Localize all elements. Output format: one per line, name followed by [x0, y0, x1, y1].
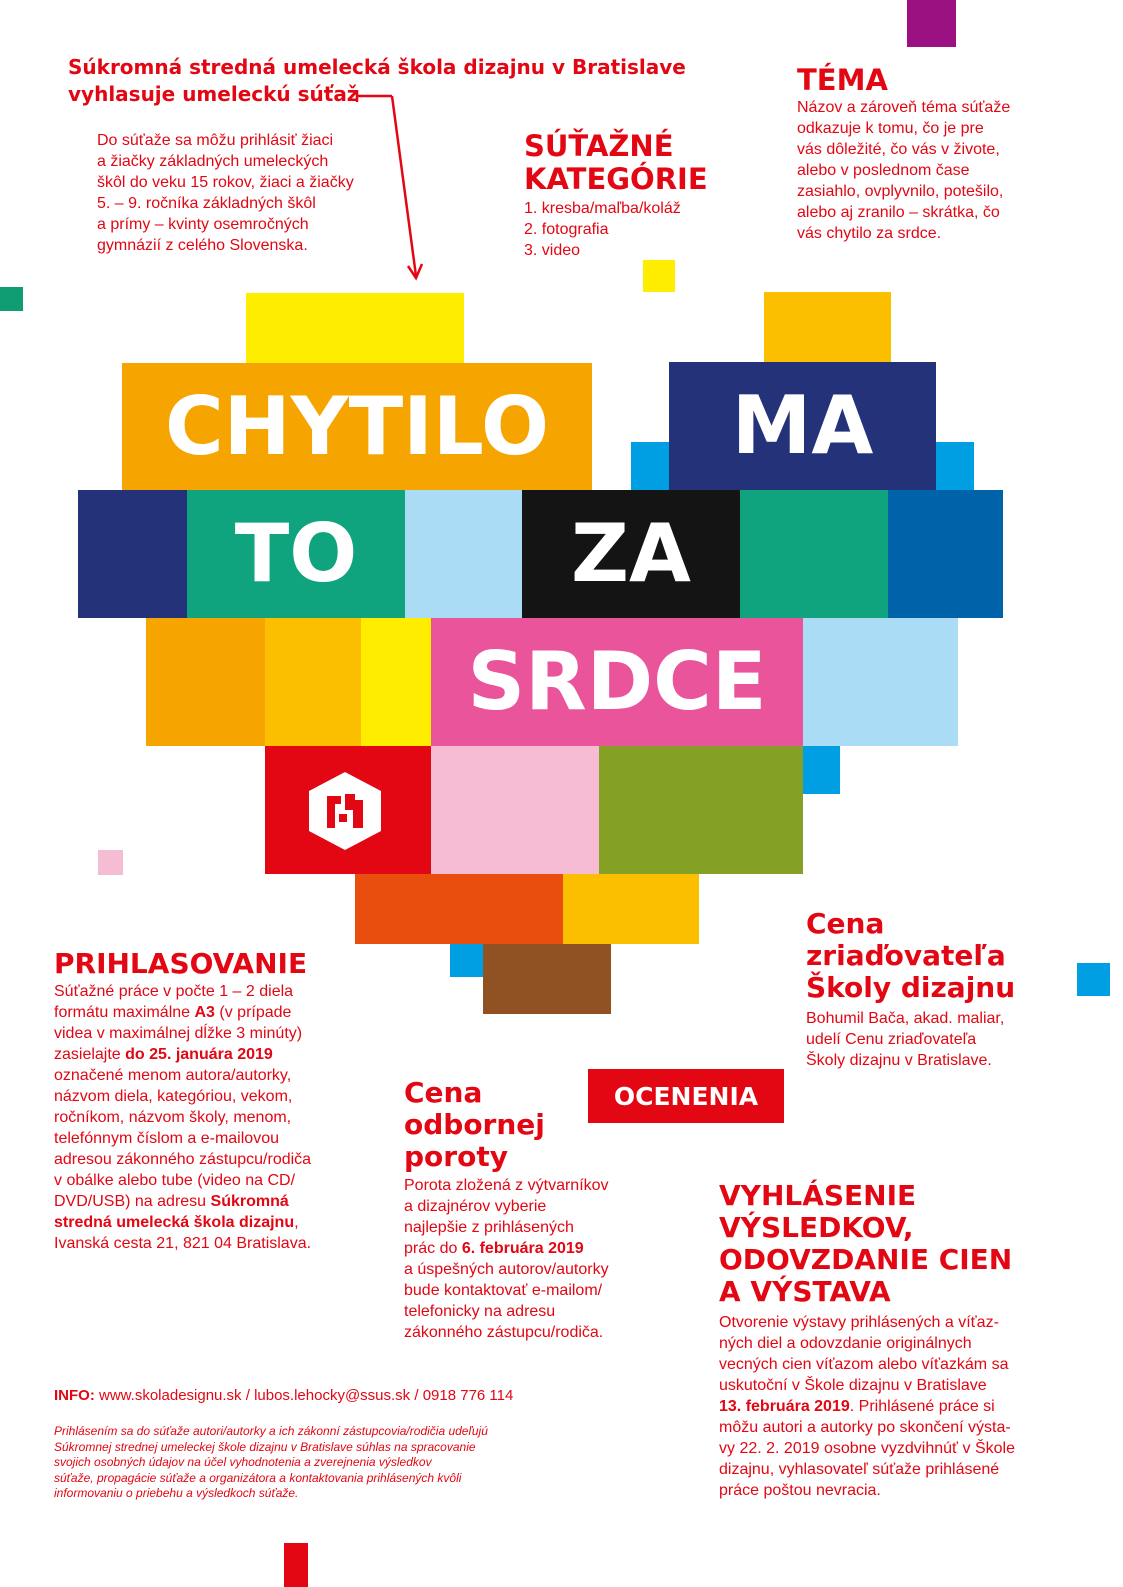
heart-block-cyan-right [936, 442, 974, 490]
cena-zriadovatela-section [806, 908, 1106, 1071]
tema-line: vás dôležité, čo vás v živote, [797, 141, 1000, 158]
cena-poroty-line: najlepšie z prihlásených [404, 1219, 574, 1236]
intro-line: 5. – 9. ročníka základných škôl [97, 195, 316, 212]
vyhlasenie-line: vy 22. 2. 2019 osobne vyzdvihnúť v Škole [719, 1440, 1015, 1457]
cena-poroty-line: telefonicky na adresu [404, 1303, 556, 1320]
heart-block-gold-bottom [563, 874, 699, 944]
event-date: 13. februára 2019 [719, 1398, 850, 1415]
prihlasovanie-line: adresou zákonného zástupcu/rodiča [54, 1151, 312, 1168]
vyhlasenie-section [719, 1180, 1099, 1501]
prihlasovanie-section [54, 947, 394, 1254]
intro-line: Do súťaže sa môžu prihlásiť žiaci [97, 132, 334, 149]
disclaimer-line: súťaže, propagácie súťaže a organizátora a kontaktovania prihlásených kvôli [54, 1470, 462, 1485]
prihlasovanie-text [54, 981, 394, 1254]
cena-zriadovatela-title-line: zriaďovateľa [806, 939, 1006, 972]
heart-block-olive [599, 746, 803, 874]
cena-poroty-line: a dizajnérov vyberie [404, 1198, 547, 1215]
vyhlasenie-title-line: ODOVZDANIE CIEN [719, 1243, 1013, 1276]
cena-zriadovatela-line: udelí Cenu zriaďovateľa [806, 1031, 977, 1048]
vyhlasenie-title [719, 1180, 1099, 1308]
school-logo-icon [305, 770, 385, 852]
cena-poroty-line: Porota zložená z výtvarníkov [404, 1177, 609, 1194]
categories-section [524, 130, 764, 261]
heart-word-srdce: SRDCE [431, 618, 803, 746]
categories-list [524, 198, 764, 261]
vyhlasenie-line: môžu autori a autorky po skončení výsta- [719, 1419, 1011, 1436]
tema-line: alebo v poslednom čase [797, 162, 970, 179]
text-span: (v prípade [214, 1004, 292, 1021]
cena-zriadovatela-title-line: Školy dizajnu [806, 971, 1016, 1004]
intro-line: gymnázií z celého Slovenska. [97, 237, 308, 254]
prihlasovanie-line: videa v maximálnej dĺžke 3 minúty) [54, 1025, 303, 1042]
tema-line: vás chytilo za srdce. [797, 225, 942, 242]
cena-poroty-text [404, 1175, 674, 1343]
deco-square-pink [98, 850, 123, 875]
heart-block-cyan-bottom [450, 944, 483, 977]
vyhlasenie-line: uskutoční v Škole dizajnu v Bratislave [719, 1377, 987, 1394]
prihlasovanie-line [54, 1044, 394, 1065]
cena-poroty-title [404, 1077, 674, 1173]
disclaimer-line: svojich osobných údajov na účel vyhodnotenia a zverejnenia výsledkov [54, 1455, 432, 1469]
text-span: zasielajte [54, 1046, 126, 1063]
text-span: , [294, 1214, 299, 1231]
vyhlasenie-line: ných diel a odovzdanie originálnych [719, 1335, 972, 1352]
deco-square-yellow-small [643, 260, 675, 292]
tema-section [797, 63, 1097, 244]
cena-poroty-title-line: Cena [404, 1076, 483, 1109]
tema-line: alebo aj zranilo – skrátka, čo [797, 204, 1000, 221]
cena-zriadovatela-line: Školy dizajnu v Bratislave. [806, 1052, 992, 1069]
heart-word-za: ZA [522, 490, 740, 618]
tema-text [797, 97, 1097, 244]
prihlasovanie-line: označené menom autora/autorky, [54, 1067, 292, 1084]
tema-line: zasiahlo, ovplyvnilo, potešilo, [797, 183, 1004, 200]
vyhlasenie-line: dizajnu, vyhlasovateľ súťaže prihlásené [719, 1461, 1000, 1478]
categories-title-line2: KATEGÓRIE [524, 162, 708, 196]
deco-square-green [0, 287, 23, 311]
heart-word-chytilo: CHYTILO [122, 363, 592, 490]
prihlasovanie-line: ročníkom, názvom školy, menom, [54, 1109, 292, 1126]
cena-poroty-line [404, 1238, 674, 1259]
prihlasovanie-line [54, 1191, 394, 1212]
tema-line: odkazuje k tomu, čo je pre [797, 120, 984, 137]
heart-block-gold [265, 618, 361, 746]
category-item: 2. fotografia [524, 221, 609, 238]
cena-poroty-line: bude kontaktovať e-mailom/ [404, 1282, 603, 1299]
text-span: DVD/USB) na adresu [54, 1193, 211, 1210]
cena-poroty-title-line: poroty [404, 1140, 508, 1173]
prihlasovanie-line: názvom diela, kategóriou, vekom, [54, 1088, 293, 1105]
cena-poroty-line: a úspešných autorov/autorky [404, 1261, 609, 1278]
prihlasovanie-line [54, 1212, 394, 1233]
heart-block-gold-top [764, 292, 891, 362]
disclaimer-line: Súkromnej strednej umeleckej škole dizajnu v Bratislave súhlas na spracovanie [54, 1439, 476, 1454]
vyhlasenie-line: vecných cien víťazom alebo víťazkám sa [719, 1356, 1009, 1373]
cena-poroty-section [404, 1077, 674, 1343]
intro-line: škôl do veku 15 rokov, žiaci a žiačky [97, 174, 354, 191]
vyhlasenie-line: Otvorenie výstavy prihlásených a víťaz- [719, 1314, 999, 1331]
vyhlasenie-line [719, 1396, 1099, 1417]
cena-poroty-title-line: odbornej [404, 1108, 545, 1141]
text-span: . Prihlásené práce si [849, 1398, 995, 1415]
intro-line: a prímy – kvinty osemročných [97, 216, 309, 233]
text-span: prác do [404, 1240, 462, 1257]
disclaimer [54, 1424, 614, 1502]
category-item: 3. video [524, 242, 581, 259]
prihlasovanie-line: Ivanská cesta 21, 821 04 Bratislava. [54, 1235, 312, 1252]
text-bold: Súkromná [210, 1193, 289, 1210]
heart-block-yellow [361, 618, 431, 746]
organizer-title-line2-text: vyhlasuje umeleckú súťaž [68, 82, 359, 106]
tema-line: Názov a zároveň téma súťaže [797, 99, 1011, 116]
text-bold: A3 [194, 1004, 215, 1021]
vyhlasenie-line: práce poštou nevracia. [719, 1482, 881, 1499]
prihlasovanie-line: Súťažné práce v počte 1 – 2 diela [54, 983, 294, 1000]
info-contact[interactable]: www.skoladesignu.sk / lubos.lehocky@ssus.sk / 0918 776 114 [94, 1387, 514, 1404]
heart-block-blue [888, 490, 1003, 618]
deadline-date: do 25. januára 2019 [125, 1046, 273, 1063]
cena-zriadovatela-text [806, 1008, 1106, 1071]
heart-block-yellow-top [246, 293, 464, 363]
heart-block-cyan-small [803, 746, 840, 794]
disclaimer-line: informovaniu o priebehu a výsledkoch súťaže. [54, 1486, 299, 1500]
prihlasovanie-line: telefónnym číslom a e-mailovou [54, 1130, 279, 1147]
text-bold: stredná umelecká škola dizajnu [54, 1214, 295, 1231]
heart-word-ma: MA [669, 362, 936, 490]
heart-block-navy [78, 490, 187, 618]
category-item: 1. kresba/maľba/koláž [524, 200, 681, 217]
cena-zriadovatela-title-line: Cena [806, 907, 885, 940]
vyhlasenie-title-line: VÝSLEDKOV, [719, 1211, 914, 1244]
heart-block-lightblue [405, 490, 522, 618]
deco-square-red-bottom [284, 1543, 308, 1587]
info-label: INFO: [54, 1387, 95, 1404]
heart-block-lightblue-right [803, 618, 958, 746]
cena-poroty-line: zákonného zástupcu/rodiča. [404, 1324, 604, 1341]
heart-block-lightpink [431, 746, 599, 874]
cena-zriadovatela-title [806, 908, 1106, 1004]
cena-zriadovatela-line: Bohumil Bača, akad. maliar, [806, 1010, 1005, 1027]
info-line [54, 1386, 654, 1406]
intro-text [97, 130, 417, 256]
prihlasovanie-title: PRIHLASOVANIE [54, 947, 308, 980]
prihlasovanie-line [54, 1002, 394, 1023]
tema-title: TÉMA [797, 63, 888, 97]
intro-line: a žiačky základných umeleckých [97, 153, 329, 170]
heart-block-orange [146, 618, 265, 746]
heart-block-cyan-left [631, 442, 669, 490]
jury-date: 6. februára 2019 [461, 1240, 584, 1257]
heart-block-brown [483, 944, 611, 1014]
prihlasovanie-line: v obálke alebo tube (video na CD/ [54, 1172, 296, 1189]
deco-square-purple [907, 0, 956, 47]
text-span: formátu maximálne [54, 1004, 195, 1021]
categories-title-line1: SÚŤAŽNÉ [524, 129, 674, 163]
vyhlasenie-title-line: VYHLÁSENIE [719, 1179, 917, 1212]
heart-word-to: TO [187, 490, 405, 618]
heart-block-redorange [355, 874, 563, 944]
organizer-title-line1: Súkromná stredná umelecká škola dizajnu v Bratislave [68, 55, 686, 79]
disclaimer-line: Prihlásením sa do súťaže autori/autorky a ich zákonní zástupcovia/rodičia udeľujú [54, 1424, 488, 1438]
vyhlasenie-title-line: A VÝSTAVA [719, 1275, 891, 1308]
heart-block-teal [740, 490, 888, 618]
vyhlasenie-text [719, 1312, 1099, 1501]
ocenenia-badge: OCENENIA [588, 1069, 784, 1123]
